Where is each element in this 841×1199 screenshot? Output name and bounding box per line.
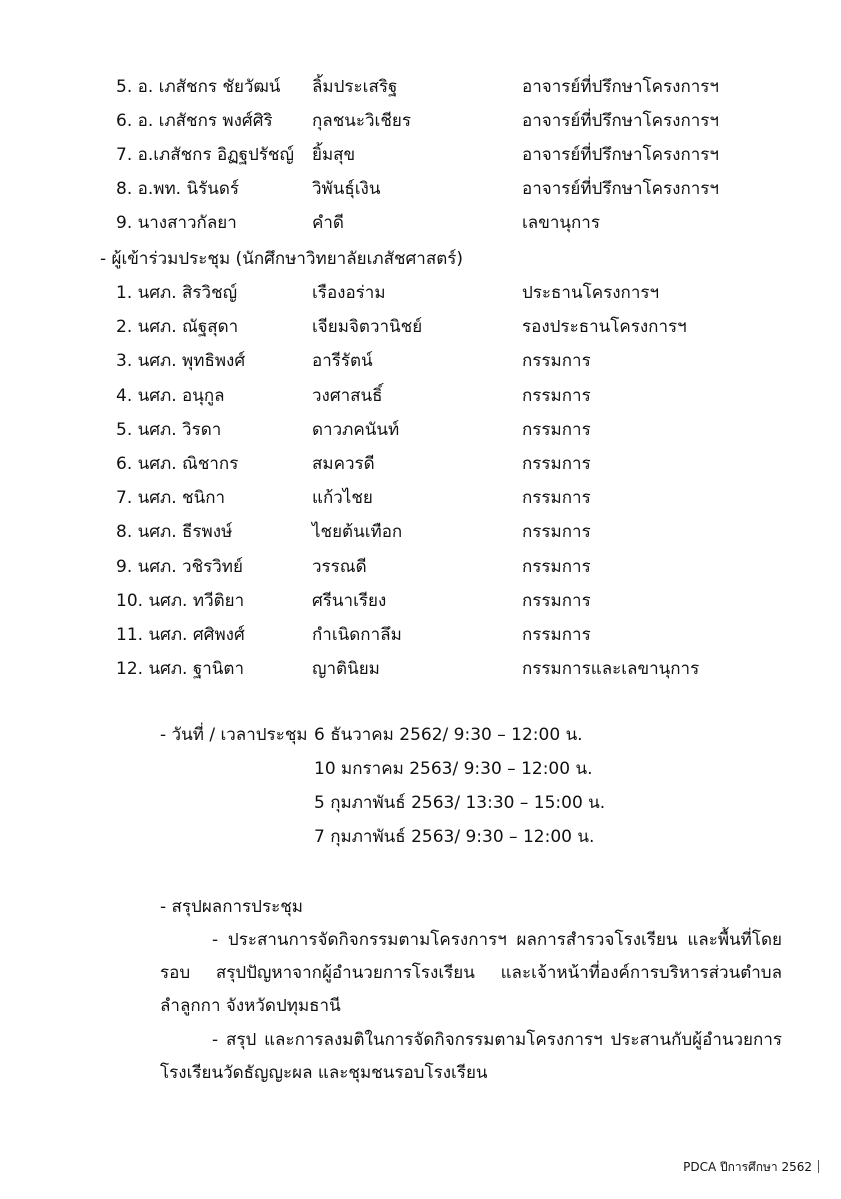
participant-row — [0, 278, 841, 308]
member-name: 12. นศภ. ฐานิตา — [116, 659, 244, 680]
member-name: 8. อ.พท. นิรันดร์ — [116, 179, 240, 199]
member-name: 11. นศภ. ศศิพงศ์ — [116, 625, 245, 645]
member-role: กรรมการและเลขานุการ — [522, 659, 700, 680]
member-role: กรรมการ — [522, 419, 591, 440]
member-name: 3. นศภ. พุทธิพงศ์ — [116, 351, 246, 372]
member-surname: วงศาสนธิ์ — [312, 385, 383, 406]
member-role: กรรมการ — [522, 454, 591, 474]
member-role: กรรมการ — [522, 522, 591, 543]
meeting-date-3: 5 กุมภาพันธ์ 2563/ 13:30 – 15:00 น. — [314, 793, 606, 813]
member-role: กรรมการ — [522, 385, 591, 406]
meeting-date-label: - วันที่ / เวลาประชุม — [160, 725, 308, 745]
member-surname: ญาตินิยม — [312, 659, 380, 680]
member-role: กรรมการ — [522, 351, 591, 372]
member-surname: สมควรดี — [312, 454, 375, 474]
member-name: 7. นศภ. ชนิกา — [116, 488, 226, 509]
participant-row — [0, 586, 841, 616]
participant-row — [0, 620, 841, 650]
member-name: 8. นศภ. ธีรพงษ์ — [116, 522, 233, 543]
member-surname: กุลชนะวิเชียร — [312, 111, 411, 131]
advisor-row — [0, 208, 841, 238]
member-name: 9. นศภ. วชิรวิทย์ — [116, 556, 243, 577]
advisor-row — [0, 72, 841, 102]
member-surname: เจียมจิตวานิชย์ — [312, 317, 423, 338]
participant-row — [0, 449, 841, 479]
member-name: 2. นศภ. ณัฐสุดา — [116, 317, 239, 338]
member-surname: ลิ้มประเสริฐ — [312, 77, 398, 97]
page-footer — [683, 1158, 819, 1176]
member-role: กรรมการ — [522, 625, 591, 645]
participant-row — [0, 517, 841, 547]
member-surname: แก้วไชย — [312, 488, 373, 509]
summary-heading: - สรุปผลการประชุม — [160, 897, 303, 917]
participant-row — [0, 346, 841, 376]
member-surname: วิพันธุ์เงิน — [312, 179, 381, 199]
advisor-row — [0, 174, 841, 204]
member-name: 10. นศภ. ทวีติยา — [116, 590, 245, 611]
meeting-date-1: 6 ธันวาคม 2562/ 9:30 – 12:00 น. — [314, 725, 583, 745]
member-surname: คำดี — [312, 213, 344, 233]
member-name: 9. นางสาวกัลยา — [116, 213, 237, 233]
participant-row — [0, 483, 841, 513]
meeting-date-2: 10 มกราคม 2563/ 9:30 – 12:00 น. — [314, 759, 593, 779]
member-name: 4. นศภ. อนุกูล — [116, 385, 225, 406]
member-role: อาจารย์ที่ปรึกษาโครงการฯ — [522, 145, 719, 165]
member-name: 6. นศภ. ณิชากร — [116, 454, 239, 474]
summary-paragraph-2: - สรุป และการลงมติในการจัดกิจกรรมตามโครงการฯ ประสานกับผู้อำนวยการโรงเรียนวัดธัญญะผล และชุมชนรอบโรงเรียน — [160, 1030, 782, 1083]
participant-row — [0, 415, 841, 445]
participant-row — [0, 552, 841, 582]
member-name: 7. อ.เภสัชกร อิฏฐปรัชญ์ — [116, 145, 294, 165]
summary-paragraph-1: - ประสานการจัดกิจกรรมตามโครงการฯ ผลการสำรวจโรงเรียน และพื้นที่โดยรอบ สรุปปัญหาจากผู้อำนวยการโรงเรียน และเจ้าหน้าที่องค์การบริหารส่วนตำบลลำลูกกา จังหวัดปทุมธานี — [160, 930, 782, 1016]
member-role: เลขานุการ — [522, 213, 600, 233]
member-role: กรรมการ — [522, 556, 591, 577]
member-name: 5. อ. เภสัชกร ชัยวัฒน์ — [116, 77, 281, 97]
member-surname: กำเนิดกาลึม — [312, 625, 402, 645]
member-surname: ไชยต้นเทือก — [312, 522, 403, 543]
member-role: ประธานโครงการฯ — [522, 283, 660, 303]
member-name: 6. อ. เภสัชกร พงศ์ศิริ — [116, 111, 273, 131]
footer-divider — [818, 1160, 819, 1173]
participants-heading: - ผู้เข้าร่วมประชุม (นักศึกษาวิทยาลัยเภสัชศาสตร์) — [100, 249, 464, 269]
member-role: อาจารย์ที่ปรึกษาโครงการฯ — [522, 77, 719, 97]
participant-row — [0, 312, 841, 342]
member-surname: อารีรัตน์ — [312, 351, 373, 372]
member-role: อาจารย์ที่ปรึกษาโครงการฯ — [522, 179, 719, 199]
advisor-row — [0, 106, 841, 136]
member-role: รองประธานโครงการฯ — [522, 317, 687, 338]
member-surname: เรืองอร่าม — [312, 283, 386, 303]
member-name: 5. นศภ. วิรดา — [116, 419, 222, 440]
participant-row — [0, 654, 841, 684]
member-role: กรรมการ — [522, 488, 591, 509]
participant-row — [0, 381, 841, 411]
member-surname: ดาวภคนันท์ — [312, 419, 400, 440]
member-role: อาจารย์ที่ปรึกษาโครงการฯ — [522, 111, 719, 131]
member-name: 1. นศภ. สิรวิชญ์ — [116, 283, 238, 303]
meeting-date-4: 7 กุมภาพันธ์ 2563/ 9:30 – 12:00 น. — [314, 827, 595, 847]
member-surname: วรรณดี — [312, 556, 367, 577]
member-surname: ยิ้มสุข — [312, 145, 356, 165]
footer-text: PDCA ปีการศึกษา 2562 — [683, 1160, 812, 1174]
member-surname: ศรีนาเรียง — [312, 590, 387, 611]
member-role: กรรมการ — [522, 590, 591, 611]
advisor-row — [0, 140, 841, 170]
